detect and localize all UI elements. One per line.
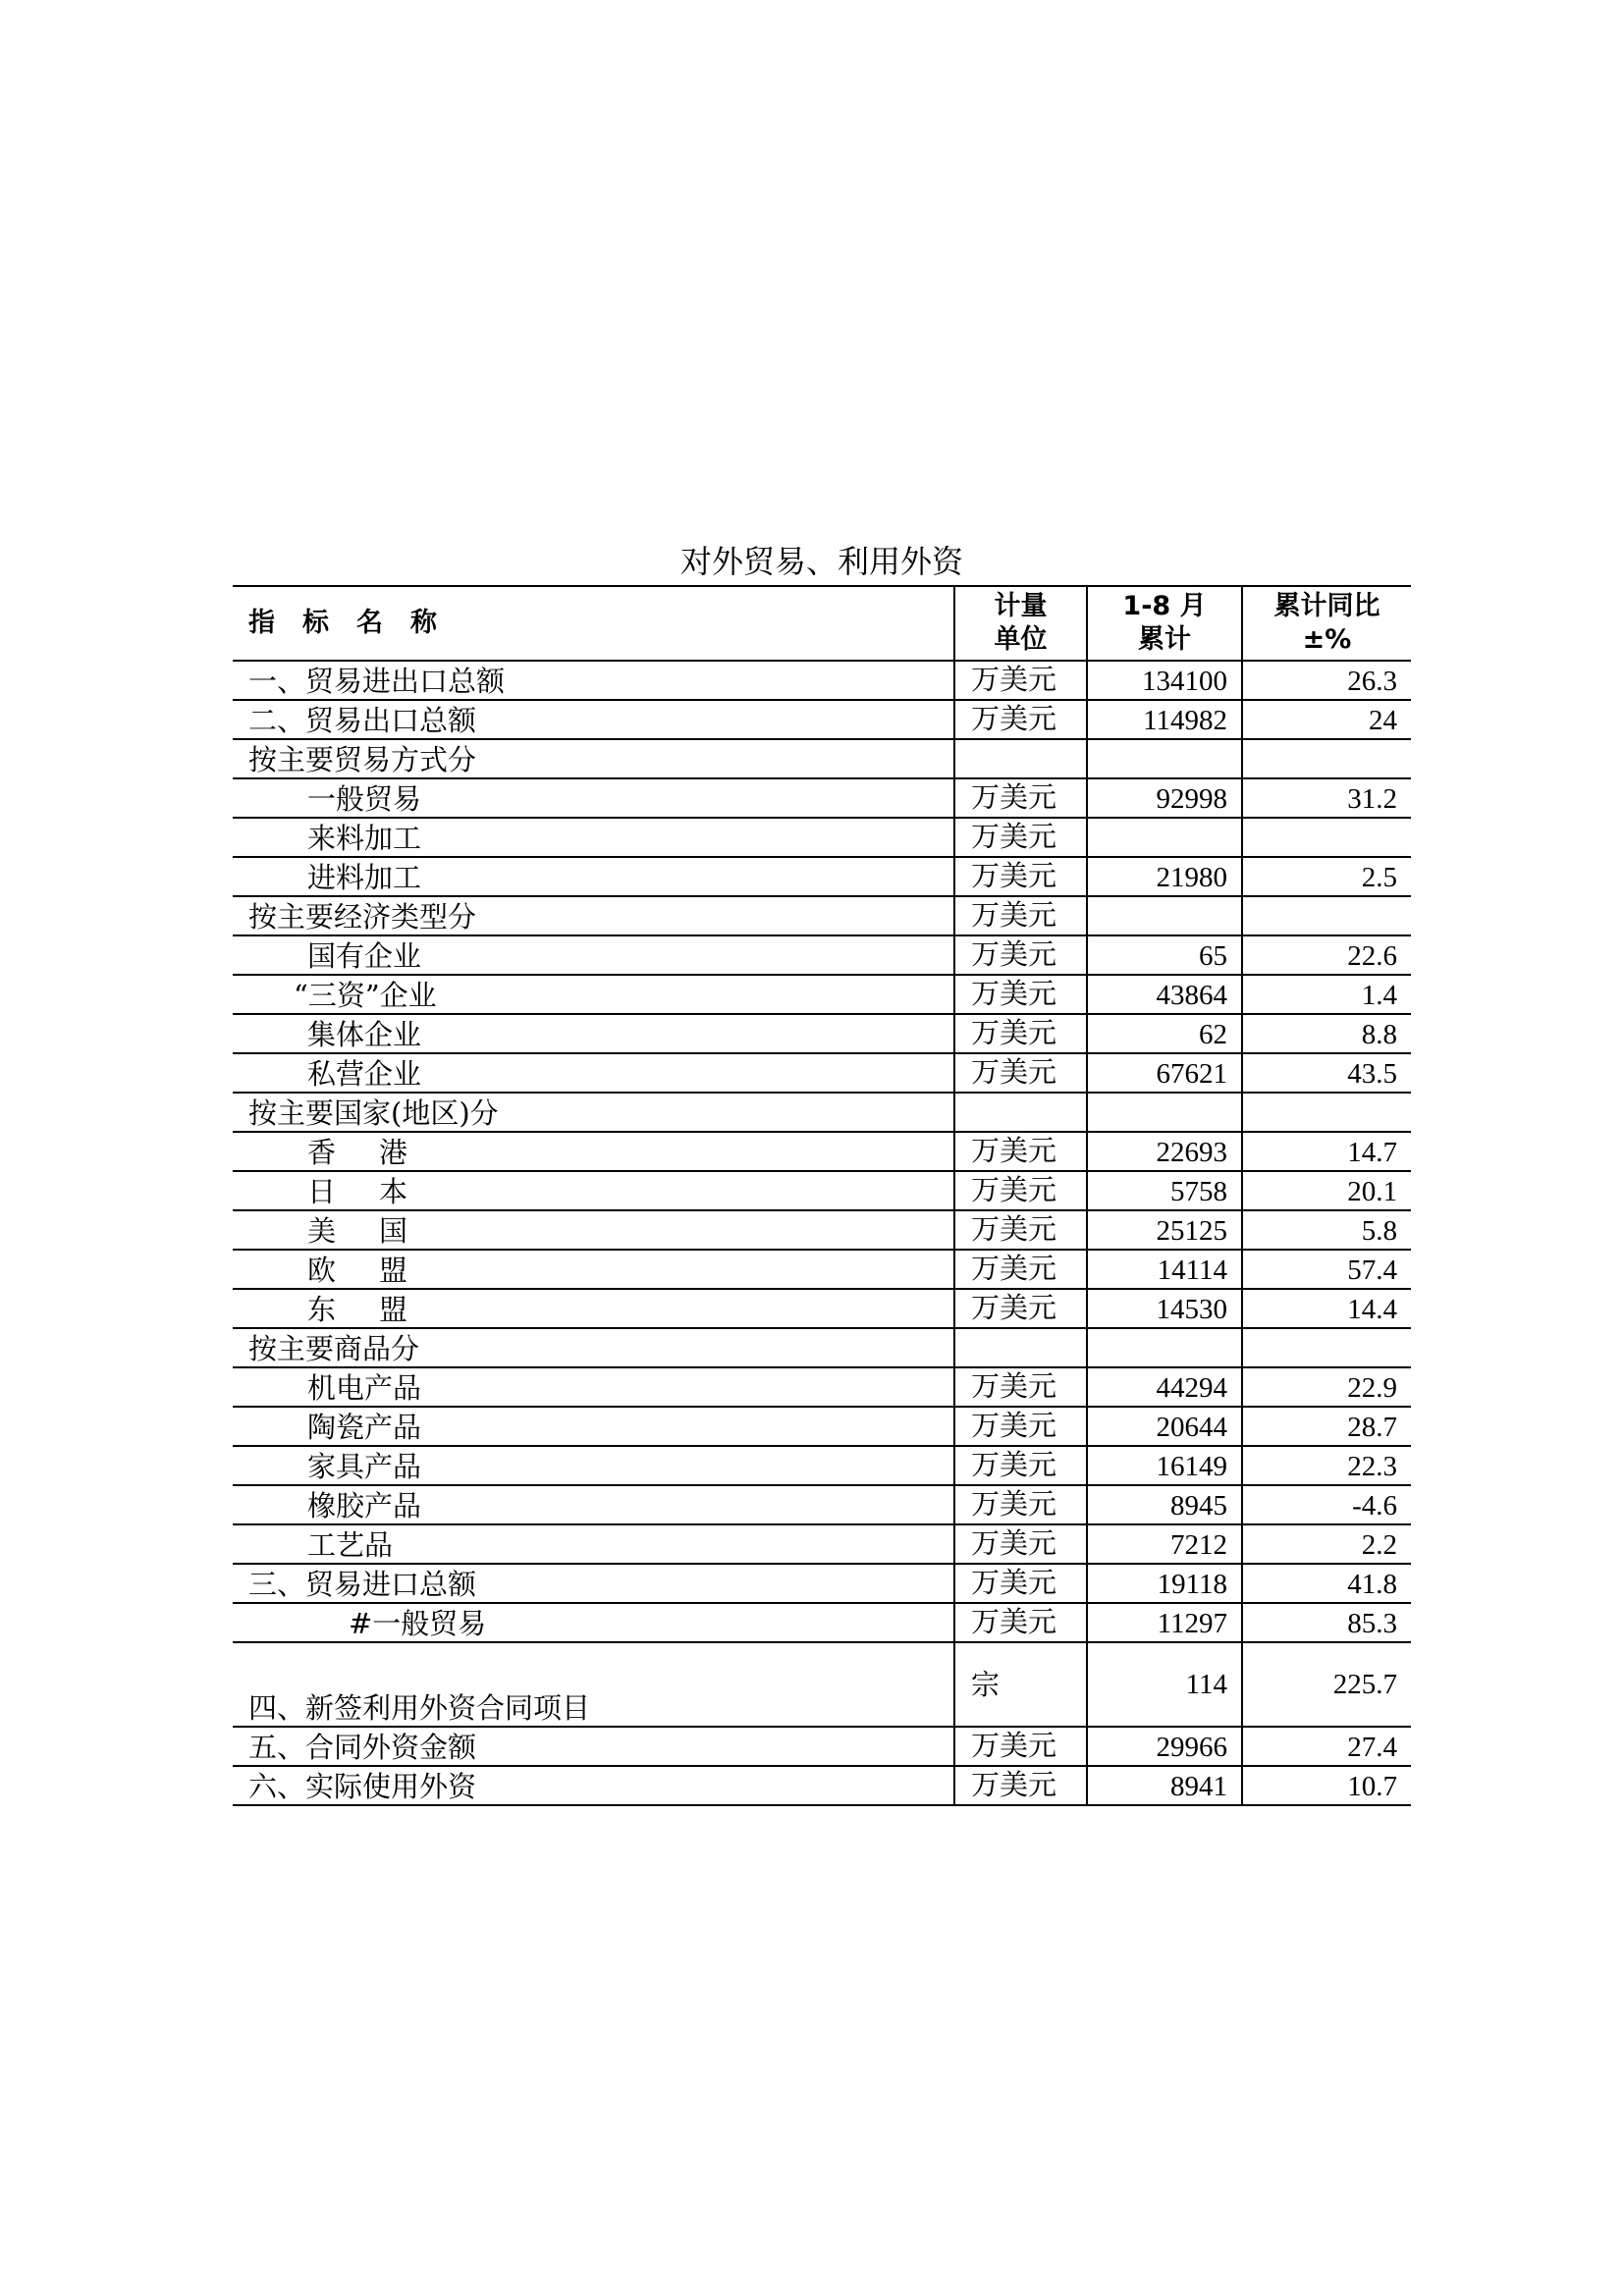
header-yoy-line1: 累计同比 [1273,591,1380,621]
row-name: 香港 [233,1132,954,1171]
table-row [233,1171,1411,1210]
row-yoy: 14.4 [1242,1289,1411,1328]
row-value: 134100 [1087,661,1242,700]
row-name: 五、合同外资金额 [233,1727,954,1766]
row-yoy: 22.6 [1242,935,1411,975]
row-value: 114 [1087,1642,1242,1727]
row-value: 67621 [1087,1053,1242,1093]
header-yoy [1242,586,1411,661]
row-value: 7212 [1087,1524,1242,1564]
table-row [233,1524,1411,1564]
row-value [1087,1093,1242,1132]
row-unit [954,1093,1087,1132]
row-unit: 万美元 [954,1407,1087,1446]
header-yoy-line2: ±% [1302,624,1352,655]
table-row [233,739,1411,778]
row-name: 美国 [233,1210,954,1250]
row-name: 国有企业 [233,935,954,975]
row-unit: 万美元 [954,1053,1087,1093]
row-value: 20644 [1087,1407,1242,1446]
row-name: 一般贸易 [233,778,954,818]
row-name: #一般贸易 [233,1603,954,1642]
header-cumulative [1087,586,1242,661]
row-yoy: 10.7 [1242,1766,1411,1805]
row-unit: 万美元 [954,1564,1087,1603]
row-unit: 万美元 [954,778,1087,818]
table-row [233,1014,1411,1053]
row-yoy: 26.3 [1242,661,1411,700]
row-unit: 万美元 [954,1524,1087,1564]
table-row [233,975,1411,1014]
row-value: 5758 [1087,1171,1242,1210]
row-yoy: 27.4 [1242,1727,1411,1766]
row-value: 22693 [1087,1132,1242,1171]
row-name: 六、实际使用外资 [233,1766,954,1805]
row-name: 日本 [233,1171,954,1210]
row-yoy: 43.5 [1242,1053,1411,1093]
table-row [233,1564,1411,1603]
row-yoy [1242,1093,1411,1132]
header-unit-line1: 计量 [994,591,1048,621]
row-value [1087,896,1242,935]
row-unit: 万美元 [954,818,1087,857]
table-row [233,1328,1411,1367]
row-name: 集体企业 [233,1014,954,1053]
row-yoy: 2.2 [1242,1524,1411,1564]
row-name: 橡胶产品 [233,1485,954,1524]
table-row [233,700,1411,739]
row-value [1087,739,1242,778]
row-unit: 万美元 [954,1446,1087,1485]
row-unit: 万美元 [954,1485,1087,1524]
row-unit: 万美元 [954,1603,1087,1642]
table-row [233,1210,1411,1250]
row-value: 16149 [1087,1446,1242,1485]
row-name: 工艺品 [233,1524,954,1564]
row-value: 11297 [1087,1603,1242,1642]
table-row [233,1053,1411,1093]
header-unit [954,586,1087,661]
row-yoy: 22.3 [1242,1446,1411,1485]
row-name: 按主要经济类型分 [233,896,954,935]
row-value: 114982 [1087,700,1242,739]
table-row [233,857,1411,896]
table-row [233,1485,1411,1524]
row-value: 14530 [1087,1289,1242,1328]
row-unit: 万美元 [954,857,1087,896]
row-name: 一、贸易进出口总额 [233,661,954,700]
row-yoy: 28.7 [1242,1407,1411,1446]
row-unit [954,739,1087,778]
statistics-table [233,585,1411,1806]
row-name: 家具产品 [233,1446,954,1485]
header-cumulative-line2: 累计 [1138,624,1191,655]
table-row [233,1603,1411,1642]
row-name: 私营企业 [233,1053,954,1093]
row-value: 8945 [1087,1485,1242,1524]
row-unit: 万美元 [954,975,1087,1014]
row-yoy [1242,818,1411,857]
row-value: 44294 [1087,1367,1242,1407]
row-yoy: 24 [1242,700,1411,739]
row-name: 欧盟 [233,1250,954,1289]
row-unit: 万美元 [954,935,1087,975]
table-row [233,1766,1411,1805]
row-value: 29966 [1087,1727,1242,1766]
table-row [233,1289,1411,1328]
row-value [1087,1328,1242,1367]
row-yoy: 20.1 [1242,1171,1411,1210]
table-row [233,1367,1411,1407]
header-unit-line2: 单位 [994,624,1048,655]
row-yoy: 22.9 [1242,1367,1411,1407]
row-name: 东盟 [233,1289,954,1328]
row-unit: 万美元 [954,700,1087,739]
row-name: 进料加工 [233,857,954,896]
row-value: 62 [1087,1014,1242,1053]
row-value: 65 [1087,935,1242,975]
row-unit: 宗 [954,1642,1087,1727]
row-unit: 万美元 [954,1132,1087,1171]
table-row [233,896,1411,935]
row-unit [954,1328,1087,1367]
table-row [233,935,1411,975]
row-value [1087,818,1242,857]
header-cumulative-line1: 1-8 月 [1122,591,1207,621]
table-row [233,1642,1411,1727]
row-name: 二、贸易出口总额 [233,700,954,739]
row-yoy [1242,1328,1411,1367]
row-name: 按主要国家(地区)分 [233,1093,954,1132]
row-unit: 万美元 [954,1367,1087,1407]
row-yoy: -4.6 [1242,1485,1411,1524]
table-row [233,1132,1411,1171]
row-unit: 万美元 [954,1289,1087,1328]
row-value: 14114 [1087,1250,1242,1289]
row-unit: 万美元 [954,1171,1087,1210]
row-yoy [1242,896,1411,935]
page-title: 对外贸易、利用外资 [679,543,963,580]
row-yoy: 57.4 [1242,1250,1411,1289]
row-value: 21980 [1087,857,1242,896]
row-yoy: 8.8 [1242,1014,1411,1053]
row-yoy: 41.8 [1242,1564,1411,1603]
row-yoy: 1.4 [1242,975,1411,1014]
row-name: 来料加工 [233,818,954,857]
table-row [233,1093,1411,1132]
table-row [233,778,1411,818]
table-row [233,818,1411,857]
table-row [233,1407,1411,1446]
row-yoy [1242,739,1411,778]
row-unit: 万美元 [954,1766,1087,1805]
table-row [233,1250,1411,1289]
row-yoy: 85.3 [1242,1603,1411,1642]
row-name: 按主要贸易方式分 [233,739,954,778]
row-value: 43864 [1087,975,1242,1014]
table-row [233,661,1411,700]
table-row [233,1446,1411,1485]
row-name: “三资”企业 [233,975,954,1014]
row-yoy: 31.2 [1242,778,1411,818]
row-unit: 万美元 [954,1210,1087,1250]
row-value: 25125 [1087,1210,1242,1250]
table-header-row [233,586,1411,661]
row-value: 8941 [1087,1766,1242,1805]
table-row [233,1727,1411,1766]
row-value: 19118 [1087,1564,1242,1603]
row-unit: 万美元 [954,1014,1087,1053]
row-unit: 万美元 [954,896,1087,935]
row-name: 三、贸易进口总额 [233,1564,954,1603]
row-yoy: 14.7 [1242,1132,1411,1171]
row-yoy: 225.7 [1242,1642,1411,1727]
row-value: 92998 [1087,778,1242,818]
row-unit: 万美元 [954,661,1087,700]
row-name: 机电产品 [233,1367,954,1407]
row-unit: 万美元 [954,1727,1087,1766]
row-name: 按主要商品分 [233,1328,954,1367]
row-unit: 万美元 [954,1250,1087,1289]
row-name: 陶瓷产品 [233,1407,954,1446]
header-indicator-name: 指标名称 [233,586,954,661]
row-yoy: 2.5 [1242,857,1411,896]
row-name: 四、新签利用外资合同项目 [233,1642,954,1727]
row-yoy: 5.8 [1242,1210,1411,1250]
